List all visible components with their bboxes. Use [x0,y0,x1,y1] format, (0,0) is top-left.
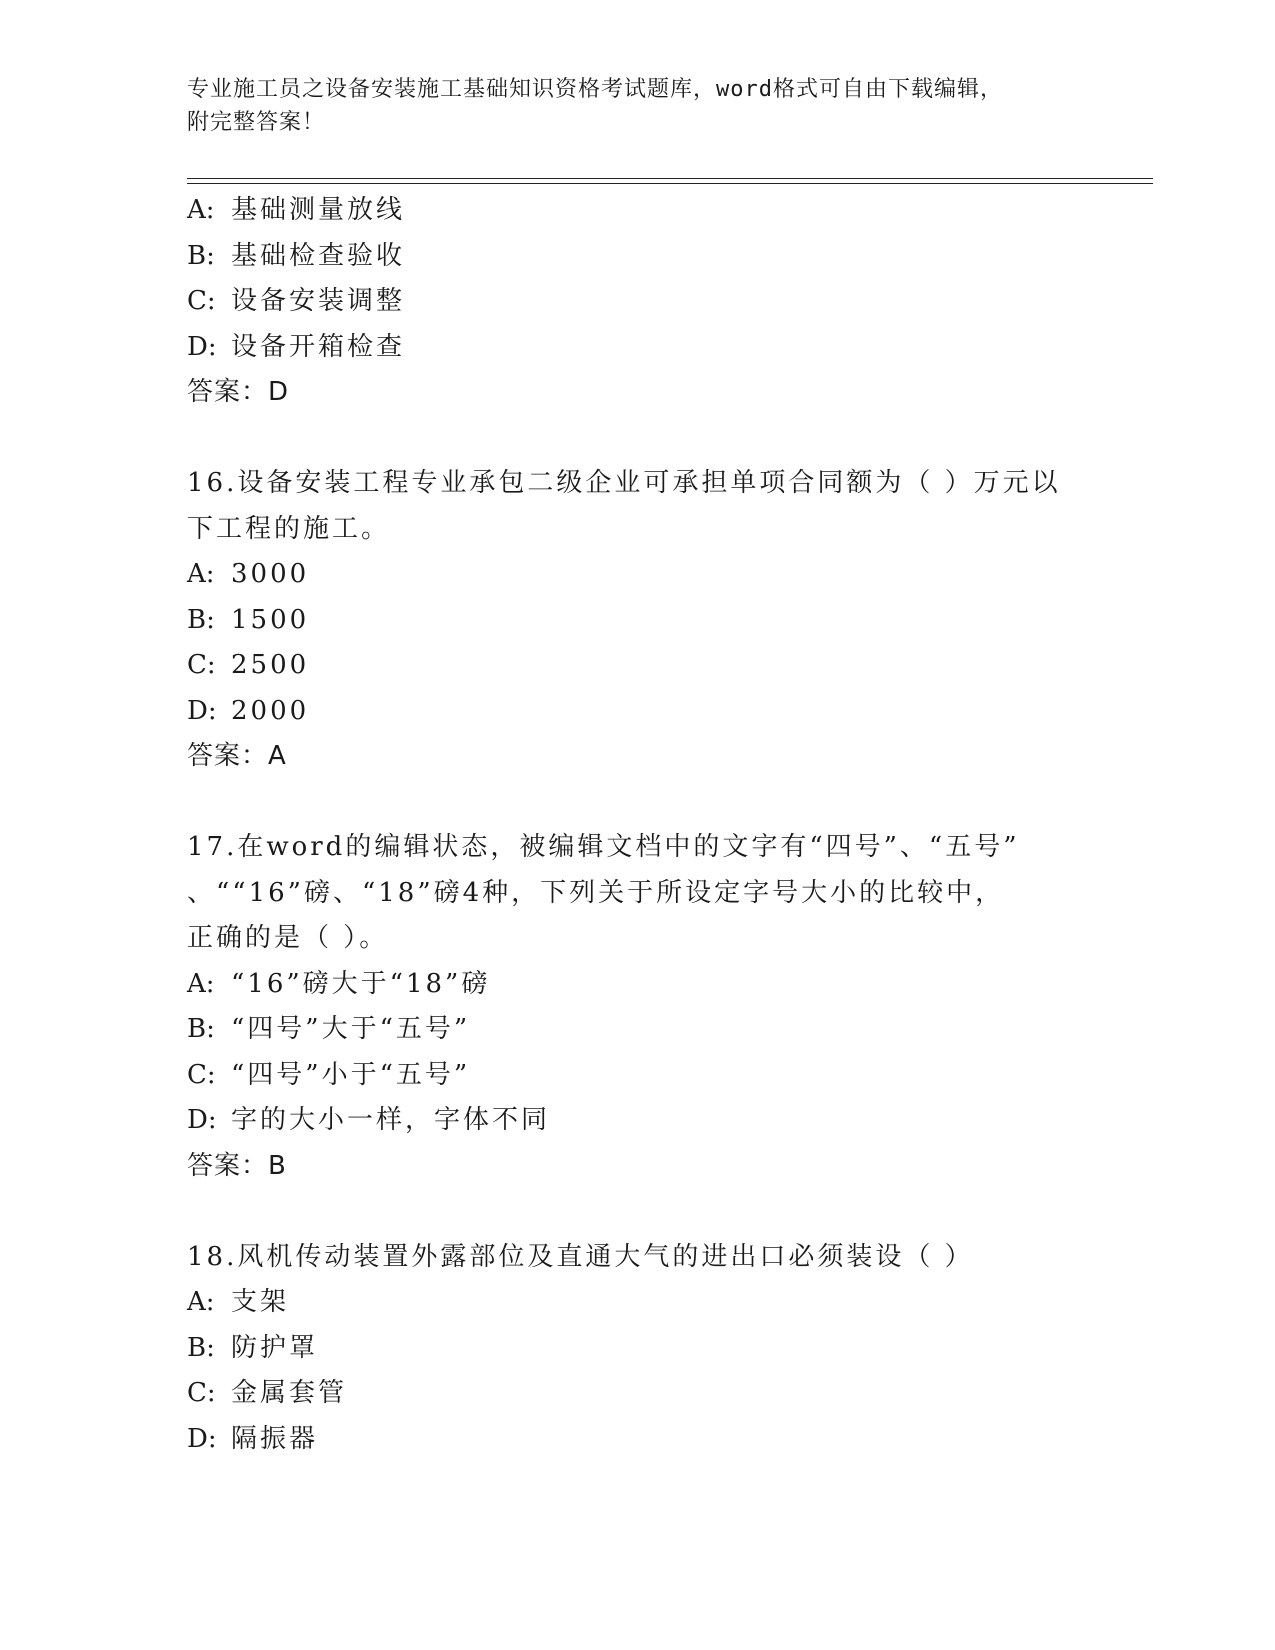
answer-line: 答案：B [187,1150,287,1181]
option-d: D: 隔振器 [187,1423,319,1454]
option-c: C: 2500 [187,650,310,680]
question-stem: 正确的是（ ）。 [187,923,389,953]
question-17 [187,825,1087,1189]
option-d: D: 设备开箱检查 [187,331,406,362]
option-a: A: 基础测量放线 [187,195,406,225]
question-16 [187,461,1087,780]
header-divider-top [187,178,1153,179]
question-stem: 下工程的施工。 [187,513,391,544]
spacer [187,1189,1087,1235]
question-18 [187,1235,1087,1463]
question-stem: 、““16”磅、“18”磅4种，下列关于所设定字号大小的比较中， [187,877,1005,908]
option-a: A: 3000 [187,559,310,589]
question-stem: 18.风机传动装置外露部位及直通大气的进出口必须装设（ ） [187,1241,974,1272]
option-b: B: 基础检查验收 [187,240,406,271]
answer-line: 答案：A [187,741,287,771]
option-c: C: 金属套管 [187,1378,348,1408]
option-b: B: 防护罩 [187,1332,319,1363]
question-15 [187,188,1087,416]
option-a: A: 支架 [187,1287,290,1317]
question-list [187,188,1087,1462]
question-stem: 17.在word的编辑状态，被编辑文档中的文字有“四号”、“五号” [187,832,1020,862]
option-c: C: 设备安装调整 [187,286,406,316]
answer-line: 答案：D [187,377,290,407]
option-b: B: “四号”大于“五号” [187,1014,471,1044]
header-line-1: 专业施工员之设备安装施工基础知识资格考试题库，word格式可自由下载编辑， [187,77,1003,102]
question-stem: 16.设备安装工程专业承包二级企业可承担单项合同额为（ ）万元以 [187,468,1061,498]
spacer [187,780,1087,826]
spacer [187,416,1087,462]
header-line-2: 附完整答案！ [187,110,326,135]
option-d: D: 2000 [187,695,310,726]
option-c: C: “四号”小于“五号” [187,1059,471,1090]
header-divider-bottom [187,183,1153,184]
document-header [187,73,1067,139]
option-a: A: “16”磅大于“18”磅 [187,968,491,999]
option-d: D: 字的大小一样，字体不同 [187,1105,551,1135]
option-b: B: 1500 [187,604,310,635]
